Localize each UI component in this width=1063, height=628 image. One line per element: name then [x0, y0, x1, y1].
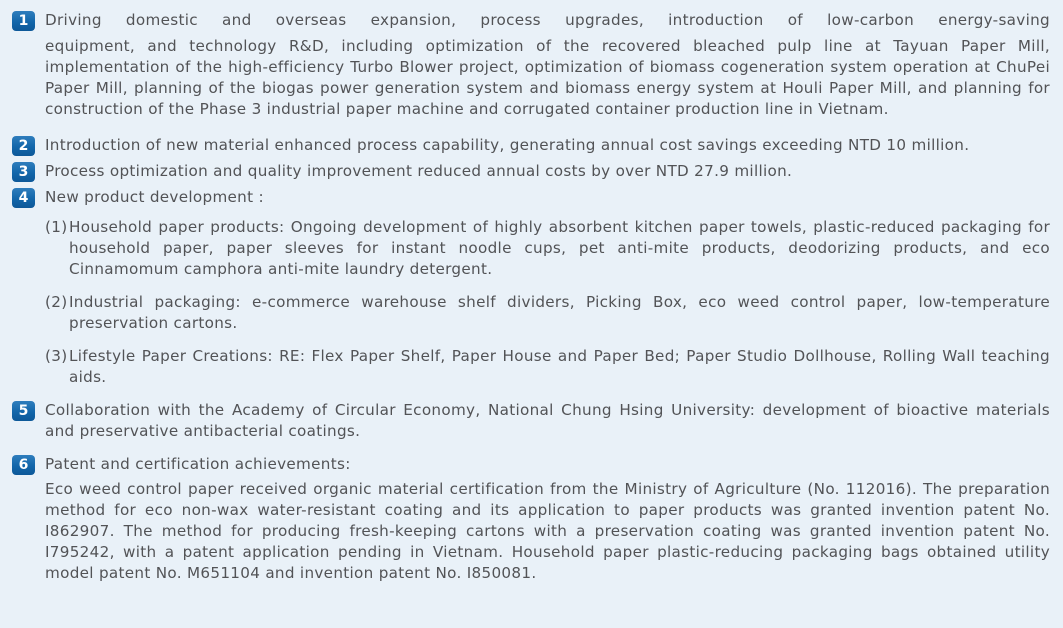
list-item-3	[12, 161, 1050, 182]
sub-item-1	[45, 217, 1050, 280]
item-content	[45, 10, 1050, 120]
item-number-badge: 1	[12, 11, 35, 31]
item-heading-text: New product development :	[45, 188, 264, 206]
sub-item-marker: (3)	[45, 347, 68, 365]
item-number-badge: 4	[12, 188, 35, 208]
item-number-badge: 2	[12, 136, 35, 156]
item-content	[45, 454, 1050, 584]
item-content	[45, 161, 1050, 182]
sub-item-marker: (1)	[45, 218, 68, 236]
item-content	[45, 400, 1050, 442]
item-body-text: Eco weed control paper received organic material certification from the Ministry of Agriculture (No. 112016). The preparation method for eco non-wax water-resistant coating and its application to paper products was granted invention patent No. I862907. The method for producing fresh-keeping cartons with a preservation coating was granted invention patent No. I795242, with a patent application pending in Vietnam. Household paper plastic-reducing packaging bags obtained utility model patent No. M651104 and invention patent No. I850081.	[45, 480, 1050, 582]
item-number-badge: 5	[12, 401, 35, 421]
list-item-6	[12, 454, 1050, 584]
item-text: Introduction of new material enhanced process capability, generating annual cost savings exceeding NTD 10 million.	[45, 136, 970, 154]
item-content	[45, 135, 1050, 156]
list-item-2	[12, 135, 1050, 156]
sub-item-text: Lifestyle Paper Creations: RE: Flex Paper Shelf, Paper House and Paper Bed; Paper Studio Dollhouse, Rolling Wall teaching aids.	[69, 347, 1050, 386]
achievements-page	[12, 10, 1050, 584]
item-text: Process optimization and quality improvement reduced annual costs by over NTD 27.9 million.	[45, 162, 793, 180]
list-item-5	[12, 400, 1050, 442]
sub-item-text: Industrial packaging: e-commerce warehouse shelf dividers, Picking Box, eco weed control paper, low-temperature preservation cartons.	[69, 293, 1050, 332]
item-content	[45, 187, 1050, 388]
sub-item-text: Household paper products: Ongoing development of highly absorbent kitchen paper towels, plastic-reduced packaging for household paper, paper sleeves for instant noodle cups, pet anti-mite products, deodorizing products, and eco Cinnamomum camphora anti-mite laundry detergent.	[69, 218, 1050, 278]
list-item-4	[12, 187, 1050, 388]
item-number-badge: 3	[12, 162, 35, 182]
item-lead-text: Driving domestic and overseas expansion, process upgrades, introduction of low-carbon energy-saving	[45, 11, 1050, 29]
sub-item-2	[45, 292, 1050, 334]
sub-item-3	[45, 346, 1050, 388]
item-body-text: equipment, and technology R&D, including optimization of the recovered bleached pulp line at Tayuan Paper Mill, implementation of the high-efficiency Turbo Blower project, optimization of biomass cogeneration system operation at ChuPei Paper Mill, planning of the biogas power generation system and biomass energy system at Houli Paper Mill, and planning for construction of the Phase 3 industrial paper machine and corrugated container production line in Vietnam.	[45, 37, 1050, 118]
item-number-badge: 6	[12, 455, 35, 475]
list-item-1	[12, 10, 1050, 120]
sub-item-marker: (2)	[45, 293, 68, 311]
item-text: Collaboration with the Academy of Circular Economy, National Chung Hsing University: development of bioactive materials and preservative antibacterial coatings.	[45, 401, 1050, 440]
item-heading-text: Patent and certification achievements:	[45, 455, 351, 473]
